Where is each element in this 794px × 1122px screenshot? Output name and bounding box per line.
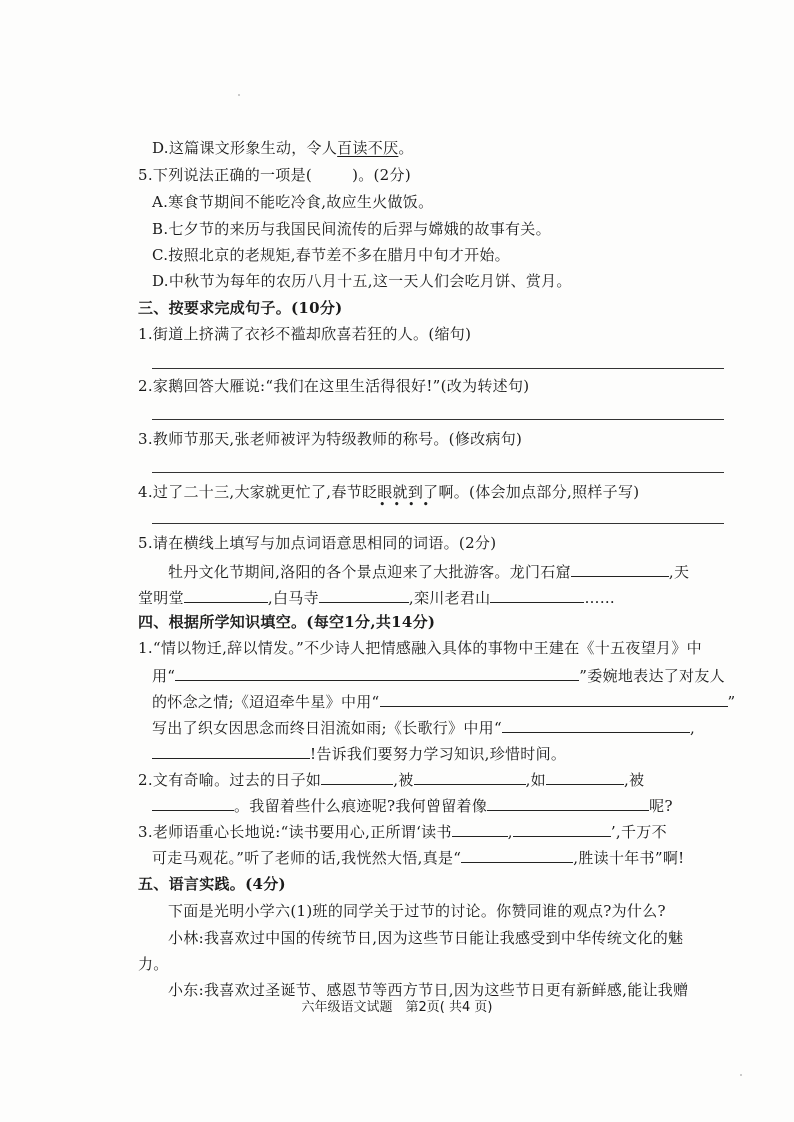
s3-q4-emphasis-dots: •••• bbox=[379, 498, 437, 511]
s5-xiaodong-line-1: 小东:我喜欢过圣诞节、感恩节等西方节日,因为这些节日更有新鲜感,能让我赠 bbox=[168, 981, 689, 999]
section-4-title: 四、根据所学知识填空。(每空1分,共14分) bbox=[138, 613, 436, 631]
s3-q5-p2-text-c: ,栾川老君山 bbox=[408, 589, 491, 607]
s4-q1-l5-text: !告诉我们要努力学习知识,珍惜时间。 bbox=[310, 745, 567, 763]
s4-q3-line-2 bbox=[152, 847, 684, 868]
q5-option-b: B.七夕节的来历与我国民间流传的后羿与嫦娥的故事有关。 bbox=[152, 220, 551, 238]
s3-q2-answer-line[interactable] bbox=[152, 419, 724, 420]
s3-q5-p2-ellipsis: …… bbox=[584, 589, 616, 607]
s4-q1-l4-comma: , bbox=[689, 719, 696, 737]
q4-option-d bbox=[152, 138, 414, 158]
s4-q2-line-2 bbox=[152, 795, 673, 816]
s4-q2-l2-end: 呢? bbox=[649, 797, 673, 815]
s3-q5-passage-text: 牡丹文化节期间,洛阳的各个景点迎来了大批游客。龙门石窟 bbox=[168, 563, 571, 581]
s4-q1-blank-2[interactable] bbox=[380, 691, 728, 707]
s3-q5-blank-2[interactable] bbox=[184, 587, 268, 603]
s4-q1-line-2 bbox=[152, 665, 725, 686]
section-5-title: 五、语言实践。(4分) bbox=[138, 875, 286, 893]
s3-q5-p2-text-a: 堂明堂 bbox=[138, 589, 184, 607]
s4-q2-blank-5[interactable] bbox=[487, 795, 649, 811]
section-3-title: 三、按要求完成句子。(10分) bbox=[138, 299, 343, 317]
s3-q5-passage-line-1 bbox=[168, 561, 689, 582]
q4-underlined-phrase: 百读不厌 bbox=[337, 139, 399, 157]
s3-q4-answer-line[interactable] bbox=[152, 523, 724, 524]
s3-q5-blank-3[interactable] bbox=[319, 587, 409, 603]
s3-question-1: 1.街道上挤满了衣衫不褴却欣喜若狂的人。(缩句) bbox=[138, 325, 472, 343]
s4-q3-blank-2[interactable] bbox=[513, 821, 611, 837]
s4-q1-blank-1[interactable] bbox=[175, 665, 579, 681]
s4-q1-l3-text: 的怀念之情;《迢迢牵牛星》中用“ bbox=[152, 693, 380, 711]
s3-question-3: 3.教师节那天,张老师被评为特级教师的称号。(修改病句) bbox=[138, 430, 523, 448]
q5-option-a: A.寒食节期间不能吃冷食,故应生火做饭。 bbox=[152, 193, 434, 211]
s4-q3-l2-end: ,胜读十年书”啊! bbox=[573, 849, 685, 867]
s4-q2-l2-text: 。我留着些什么痕迹呢?我何曾留着像 bbox=[234, 797, 488, 815]
s4-q3-l2-text: 可走马观花。”听了老师的话,我恍然大悟,真是“ bbox=[152, 849, 462, 867]
s3-q5-p2-text-b: ,白马寺 bbox=[267, 589, 319, 607]
s4-q3-blank-1[interactable] bbox=[452, 821, 508, 837]
q4-option-d-end: 。 bbox=[398, 139, 414, 157]
s4-q2-blank-3[interactable] bbox=[546, 769, 624, 785]
s4-q1-l4-text: 写出了织女因思念而终日泪流如雨;《长歌行》中用“ bbox=[152, 719, 502, 737]
s5-xiaolin-line-1: 小林:我喜欢过中国的传统节日,因为这些节日能让我感受到中华传统文化的魅 bbox=[168, 929, 684, 947]
q5-option-c: C.按照北京的老规矩,春节差不多在腊月中旬才开始。 bbox=[152, 246, 510, 264]
s4-q1-l3-close-quote: ” bbox=[727, 693, 736, 711]
s3-question-5: 5.请在横线上填写与加点词语意思相同的词语。(2分) bbox=[138, 534, 497, 552]
s3-q5-blank-1[interactable] bbox=[571, 561, 669, 577]
s3-q5-passage-end: ,天 bbox=[668, 563, 690, 581]
s4-q1-line-4 bbox=[152, 717, 695, 738]
s5-xiaolin-line-2: 力。 bbox=[138, 955, 169, 973]
s4-q2-line-1 bbox=[138, 769, 644, 790]
s4-q2-blank-4[interactable] bbox=[152, 795, 234, 811]
s4-q1-line-3 bbox=[152, 691, 736, 712]
s4-q3-l1-text: 3.老师语重心长地说:“读书要用心,正所谓‘读书 bbox=[138, 823, 452, 841]
page-footer: 六年级语文试题 第2页( 共4 页) bbox=[301, 1000, 493, 1015]
q5-option-d: D.中秋节为每年的农历八月十五,这一天人们会吃月饼、赏月。 bbox=[152, 272, 572, 290]
s4-q1-l2-open-quote: 用“ bbox=[152, 667, 176, 685]
s4-q1-blank-3[interactable] bbox=[502, 717, 690, 733]
s4-q3-l1-comma: , bbox=[507, 823, 513, 841]
s4-q2-blank-1[interactable] bbox=[321, 769, 393, 785]
s4-q2-blank-2[interactable] bbox=[414, 769, 526, 785]
q5-stem-text: 5.下列说法正确的一项是( bbox=[138, 166, 313, 184]
s3-q1-answer-line[interactable] bbox=[152, 368, 724, 369]
s3-question-2: 2.家鹅回答大雁说:“我们在这里生活得很好!”(改为转述句) bbox=[138, 377, 530, 395]
s4-q2-l1-text-c: ,如 bbox=[525, 771, 546, 789]
q5-stem-end: )。(2分) bbox=[352, 166, 411, 184]
s4-q1-blank-4[interactable] bbox=[152, 743, 310, 759]
scan-speck bbox=[238, 94, 240, 96]
s5-intro: 下面是光明小学六(1)班的同学关于过节的讨论。你赞同谁的观点?为什么? bbox=[168, 902, 666, 920]
s4-q2-l1-text-a: 2.文有奇喻。过去的日子如 bbox=[138, 771, 322, 789]
s4-q1-line-1: 1.“情以物迁,辞以情发。”不少诗人把情感融入具体的事物中王建在《十五夜望月》中 bbox=[138, 639, 702, 657]
scan-speck bbox=[740, 1074, 742, 1076]
s3-q5-blank-4[interactable] bbox=[490, 587, 584, 603]
s4-q1-line-5 bbox=[152, 743, 566, 764]
s3-question-4: 4.过了二十三,大家就更忙了,春节眨眼就到了啊。(体会加点部分,照样子写) bbox=[138, 483, 640, 501]
s4-q2-l1-text-d: ,被 bbox=[623, 771, 645, 789]
s4-q2-l1-text-b: ,被 bbox=[393, 771, 414, 789]
s4-q1-l2-text: ”委婉地表达了对友人 bbox=[579, 667, 725, 685]
s4-q3-blank-3[interactable] bbox=[461, 847, 573, 863]
s4-q3-l1-end: ’,千万不 bbox=[610, 823, 667, 841]
s3-q3-answer-line[interactable] bbox=[152, 472, 724, 473]
s4-q3-line-1 bbox=[138, 821, 667, 842]
q4-option-d-text: D.这篇课文形象生动，令人 bbox=[152, 139, 338, 157]
q5-stem bbox=[138, 165, 411, 185]
s3-q5-passage-line-2 bbox=[138, 587, 615, 608]
